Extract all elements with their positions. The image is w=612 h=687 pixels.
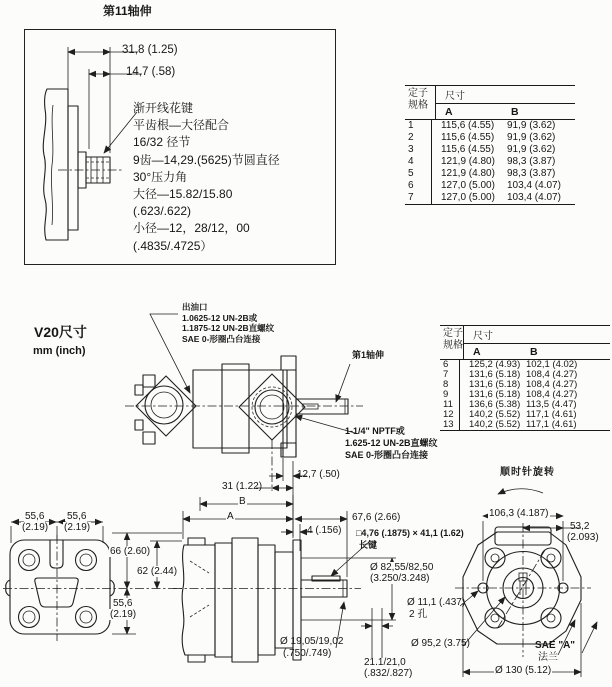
col-b-header: B bbox=[530, 346, 538, 358]
dim-14-7: 14,7 (.58) bbox=[126, 66, 176, 78]
dim-53-2-in: (2.093) bbox=[567, 532, 599, 543]
dim-82-55-in: (3.250/3.248) bbox=[370, 573, 430, 584]
table-row bbox=[405, 120, 575, 132]
dim-62: 62 (2.44) bbox=[137, 566, 178, 577]
table-row bbox=[440, 370, 610, 380]
dim-11-1-holes: 2 孔 bbox=[409, 609, 428, 620]
shaft1-callout: 第1轴伸 bbox=[352, 350, 385, 360]
stator-spec-cell: 4 bbox=[405, 156, 432, 168]
callout-line: SAE 0-形圈凸台连接 bbox=[182, 333, 261, 344]
dim-55-6-left: 55,6 bbox=[25, 511, 45, 522]
dim-67-6: 67,6 (2.66) bbox=[352, 512, 401, 523]
corner-line: 规格 bbox=[408, 100, 428, 111]
dim-b-cell: 98,3 (3.87) bbox=[507, 168, 556, 179]
dim-b-cell: 98,3 (3.87) bbox=[507, 156, 556, 167]
note-line: (.4835/.4725） bbox=[133, 238, 213, 253]
note-line: 30°压力角 bbox=[133, 169, 188, 184]
dim-4: 4 (.156) bbox=[307, 525, 342, 536]
table-header bbox=[405, 86, 575, 120]
dim-b-cell: 91,9 (3.62) bbox=[507, 144, 556, 155]
dim-19-05: Ø 19,05/19,02 bbox=[280, 636, 344, 647]
dim-b-cell: 113,5 (4.47) bbox=[526, 399, 577, 410]
dim-31-8: 31,8 (1.25) bbox=[122, 44, 178, 56]
dim-21-1: 21.1/21,0 bbox=[364, 657, 406, 668]
dim-82-55: Ø 82,55/82,50 bbox=[370, 562, 434, 573]
note-line: 平齿根—大径配合 bbox=[133, 118, 230, 133]
table-row bbox=[440, 390, 610, 400]
dim-130: Ø 130 (5.12) bbox=[495, 665, 552, 676]
table-row bbox=[440, 360, 610, 370]
corner-line: 定子 bbox=[408, 88, 428, 99]
stator-spec-cell: 8 bbox=[440, 380, 460, 390]
dim-a-cell: 131,6 (5.18) bbox=[469, 379, 521, 390]
dim-19-05-in: (.750/.749) bbox=[283, 648, 332, 659]
pump-front-view-drawing bbox=[385, 455, 612, 687]
stator-spec-cell: 3 bbox=[405, 144, 432, 156]
rotation-label: 顺时针旋转 bbox=[500, 467, 555, 478]
dim-12-7: 12,7 (.50) bbox=[297, 469, 340, 480]
dim-a-cell: 131,6 (5.18) bbox=[469, 369, 521, 380]
dim-66: 66 (2.60) bbox=[110, 546, 151, 557]
table-header bbox=[440, 326, 610, 360]
table-row bbox=[405, 132, 575, 144]
callout-line: SAE 0-形圈凸台连接 bbox=[345, 450, 429, 460]
callout-line: 1.1875-12 UN-2B直螺纹 bbox=[182, 323, 275, 333]
dim-b-cell: 108,4 (4.27) bbox=[526, 369, 578, 380]
stator-size-table-1 bbox=[405, 85, 575, 205]
note-line: 16/32 径节 bbox=[133, 135, 191, 150]
dim-b-cell: 117,1 (4.61) bbox=[526, 409, 577, 420]
dim-b-cell: 117,1 (4.61) bbox=[526, 419, 577, 430]
v20-unit: mm (inch) bbox=[33, 345, 86, 357]
dim-a-cell: 127,0 (5.00) bbox=[441, 192, 495, 203]
dim-a-cell: 127,0 (5.00) bbox=[441, 180, 495, 191]
dim-B: B bbox=[239, 496, 246, 507]
table-corner-header bbox=[405, 86, 436, 119]
dim-a-cell: 115,6 (4.55) bbox=[441, 120, 495, 131]
dim-a-cell: 121,9 (4.80) bbox=[441, 156, 495, 167]
stator-spec-cell: 5 bbox=[405, 168, 432, 180]
dim-21-1-in: (.832/.827) bbox=[364, 668, 413, 679]
key-callout-2: 长键 bbox=[359, 540, 378, 550]
dim-a-cell: 115,6 (4.55) bbox=[441, 132, 495, 143]
stator-spec-cell: 9 bbox=[440, 390, 460, 400]
dim-a-cell: 125,2 (4.93) bbox=[469, 359, 521, 370]
dim-55-6-right-in: (2.19) bbox=[64, 522, 91, 533]
col-b-header: B bbox=[511, 106, 519, 118]
callout-line: 出油口 bbox=[182, 302, 208, 312]
stator-size-table-2 bbox=[440, 325, 610, 431]
sae-a-label: SAE "A" bbox=[535, 640, 576, 651]
dim-b-cell: 108,4 (4.27) bbox=[526, 389, 578, 400]
dim-a-cell: 121,9 (4.80) bbox=[441, 168, 495, 179]
table-row bbox=[405, 168, 575, 180]
size-group-header: 尺寸 bbox=[464, 326, 610, 344]
stator-spec-cell: 6 bbox=[440, 360, 460, 370]
dim-b-cell: 91,9 (3.62) bbox=[507, 120, 556, 131]
table-row bbox=[405, 156, 575, 168]
col-a-header: A bbox=[473, 346, 481, 358]
dim-53-2: 53,2 bbox=[570, 521, 590, 532]
callout-line: 1-1/4" NPTF或 bbox=[345, 426, 405, 436]
table-row bbox=[405, 192, 575, 204]
shaft11-title: 第11轴伸 bbox=[103, 4, 152, 18]
note-line: (.623/.622) bbox=[133, 204, 192, 219]
dim-b-cell: 108,4 (4.27) bbox=[526, 379, 578, 390]
note-line: 9齿—14,29.(5625)节圆直径 bbox=[133, 152, 280, 167]
table-row bbox=[405, 144, 575, 156]
table-row bbox=[405, 180, 575, 192]
dim-b-cell: 102,1 (4.02) bbox=[526, 359, 578, 370]
col-a-header: A bbox=[445, 106, 453, 118]
stator-spec-cell: 11 bbox=[440, 400, 460, 410]
dim-a-cell: 140,2 (5.52) bbox=[469, 409, 521, 420]
note-line: 渐开线花键 bbox=[133, 101, 194, 115]
dim-a-cell: 115,6 (4.55) bbox=[441, 144, 495, 155]
spline-notes bbox=[133, 100, 280, 255]
callout-line: 1.625-12 UN-2B直螺纹 bbox=[345, 438, 438, 448]
dim-11-1: Ø 11,1 (.437) bbox=[407, 597, 466, 608]
dim-31: 31 (1.22) bbox=[222, 481, 263, 492]
stator-spec-cell: 7 bbox=[440, 370, 460, 380]
stator-spec-cell: 12 bbox=[440, 410, 460, 420]
dim-b-cell: 103,4 (4.07) bbox=[507, 180, 561, 191]
size-group-header: 尺寸 bbox=[436, 86, 575, 104]
dim-A: A bbox=[227, 511, 234, 522]
key-callout: □4,76 (.1875) × 41,1 (1.62) bbox=[356, 528, 464, 538]
dim-55-6-right: 55,6 bbox=[67, 511, 87, 522]
callout-line: 1.0625-12 UN-2B或 bbox=[182, 312, 258, 323]
corner-line: 规格 bbox=[443, 340, 463, 351]
stator-spec-cell: 1 bbox=[405, 120, 432, 132]
table-row bbox=[440, 410, 610, 420]
note-line: 小径—12，28/12，00 bbox=[133, 221, 250, 236]
stator-spec-cell: 6 bbox=[405, 180, 432, 192]
sae-a-flange-label: 法兰 bbox=[538, 652, 558, 663]
table-corner-header bbox=[440, 326, 464, 359]
dim-a-cell: 140,2 (5.52) bbox=[469, 419, 521, 430]
stator-spec-cell: 13 bbox=[440, 420, 460, 430]
dim-a-cell: 131,6 (5.18) bbox=[469, 389, 521, 400]
dim-55-6-left-in: (2.19) bbox=[22, 522, 49, 533]
dim-b-cell: 91,9 (3.62) bbox=[507, 132, 556, 143]
table-row bbox=[440, 420, 610, 430]
dim-b-cell: 103,4 (4.07) bbox=[507, 192, 561, 203]
dim-106-3: 106,3 (4.187) bbox=[489, 508, 549, 519]
dim-a-cell: 136,6 (5.38) bbox=[469, 399, 521, 410]
corner-line: 定子 bbox=[443, 328, 463, 339]
stator-spec-cell: 7 bbox=[405, 192, 432, 204]
v20-title: V20尺寸 bbox=[34, 324, 87, 340]
dim-55-6-center-in: (2.19) bbox=[110, 609, 137, 620]
dim-55-6-center: 55,6 bbox=[113, 598, 133, 609]
stator-spec-cell: 2 bbox=[405, 132, 432, 144]
table-row bbox=[440, 400, 610, 410]
table-row bbox=[440, 380, 610, 390]
dim-95-2: Ø 95,2 (3.75) bbox=[411, 638, 470, 649]
note-line: 大径—15.82/15.80 bbox=[133, 187, 233, 202]
